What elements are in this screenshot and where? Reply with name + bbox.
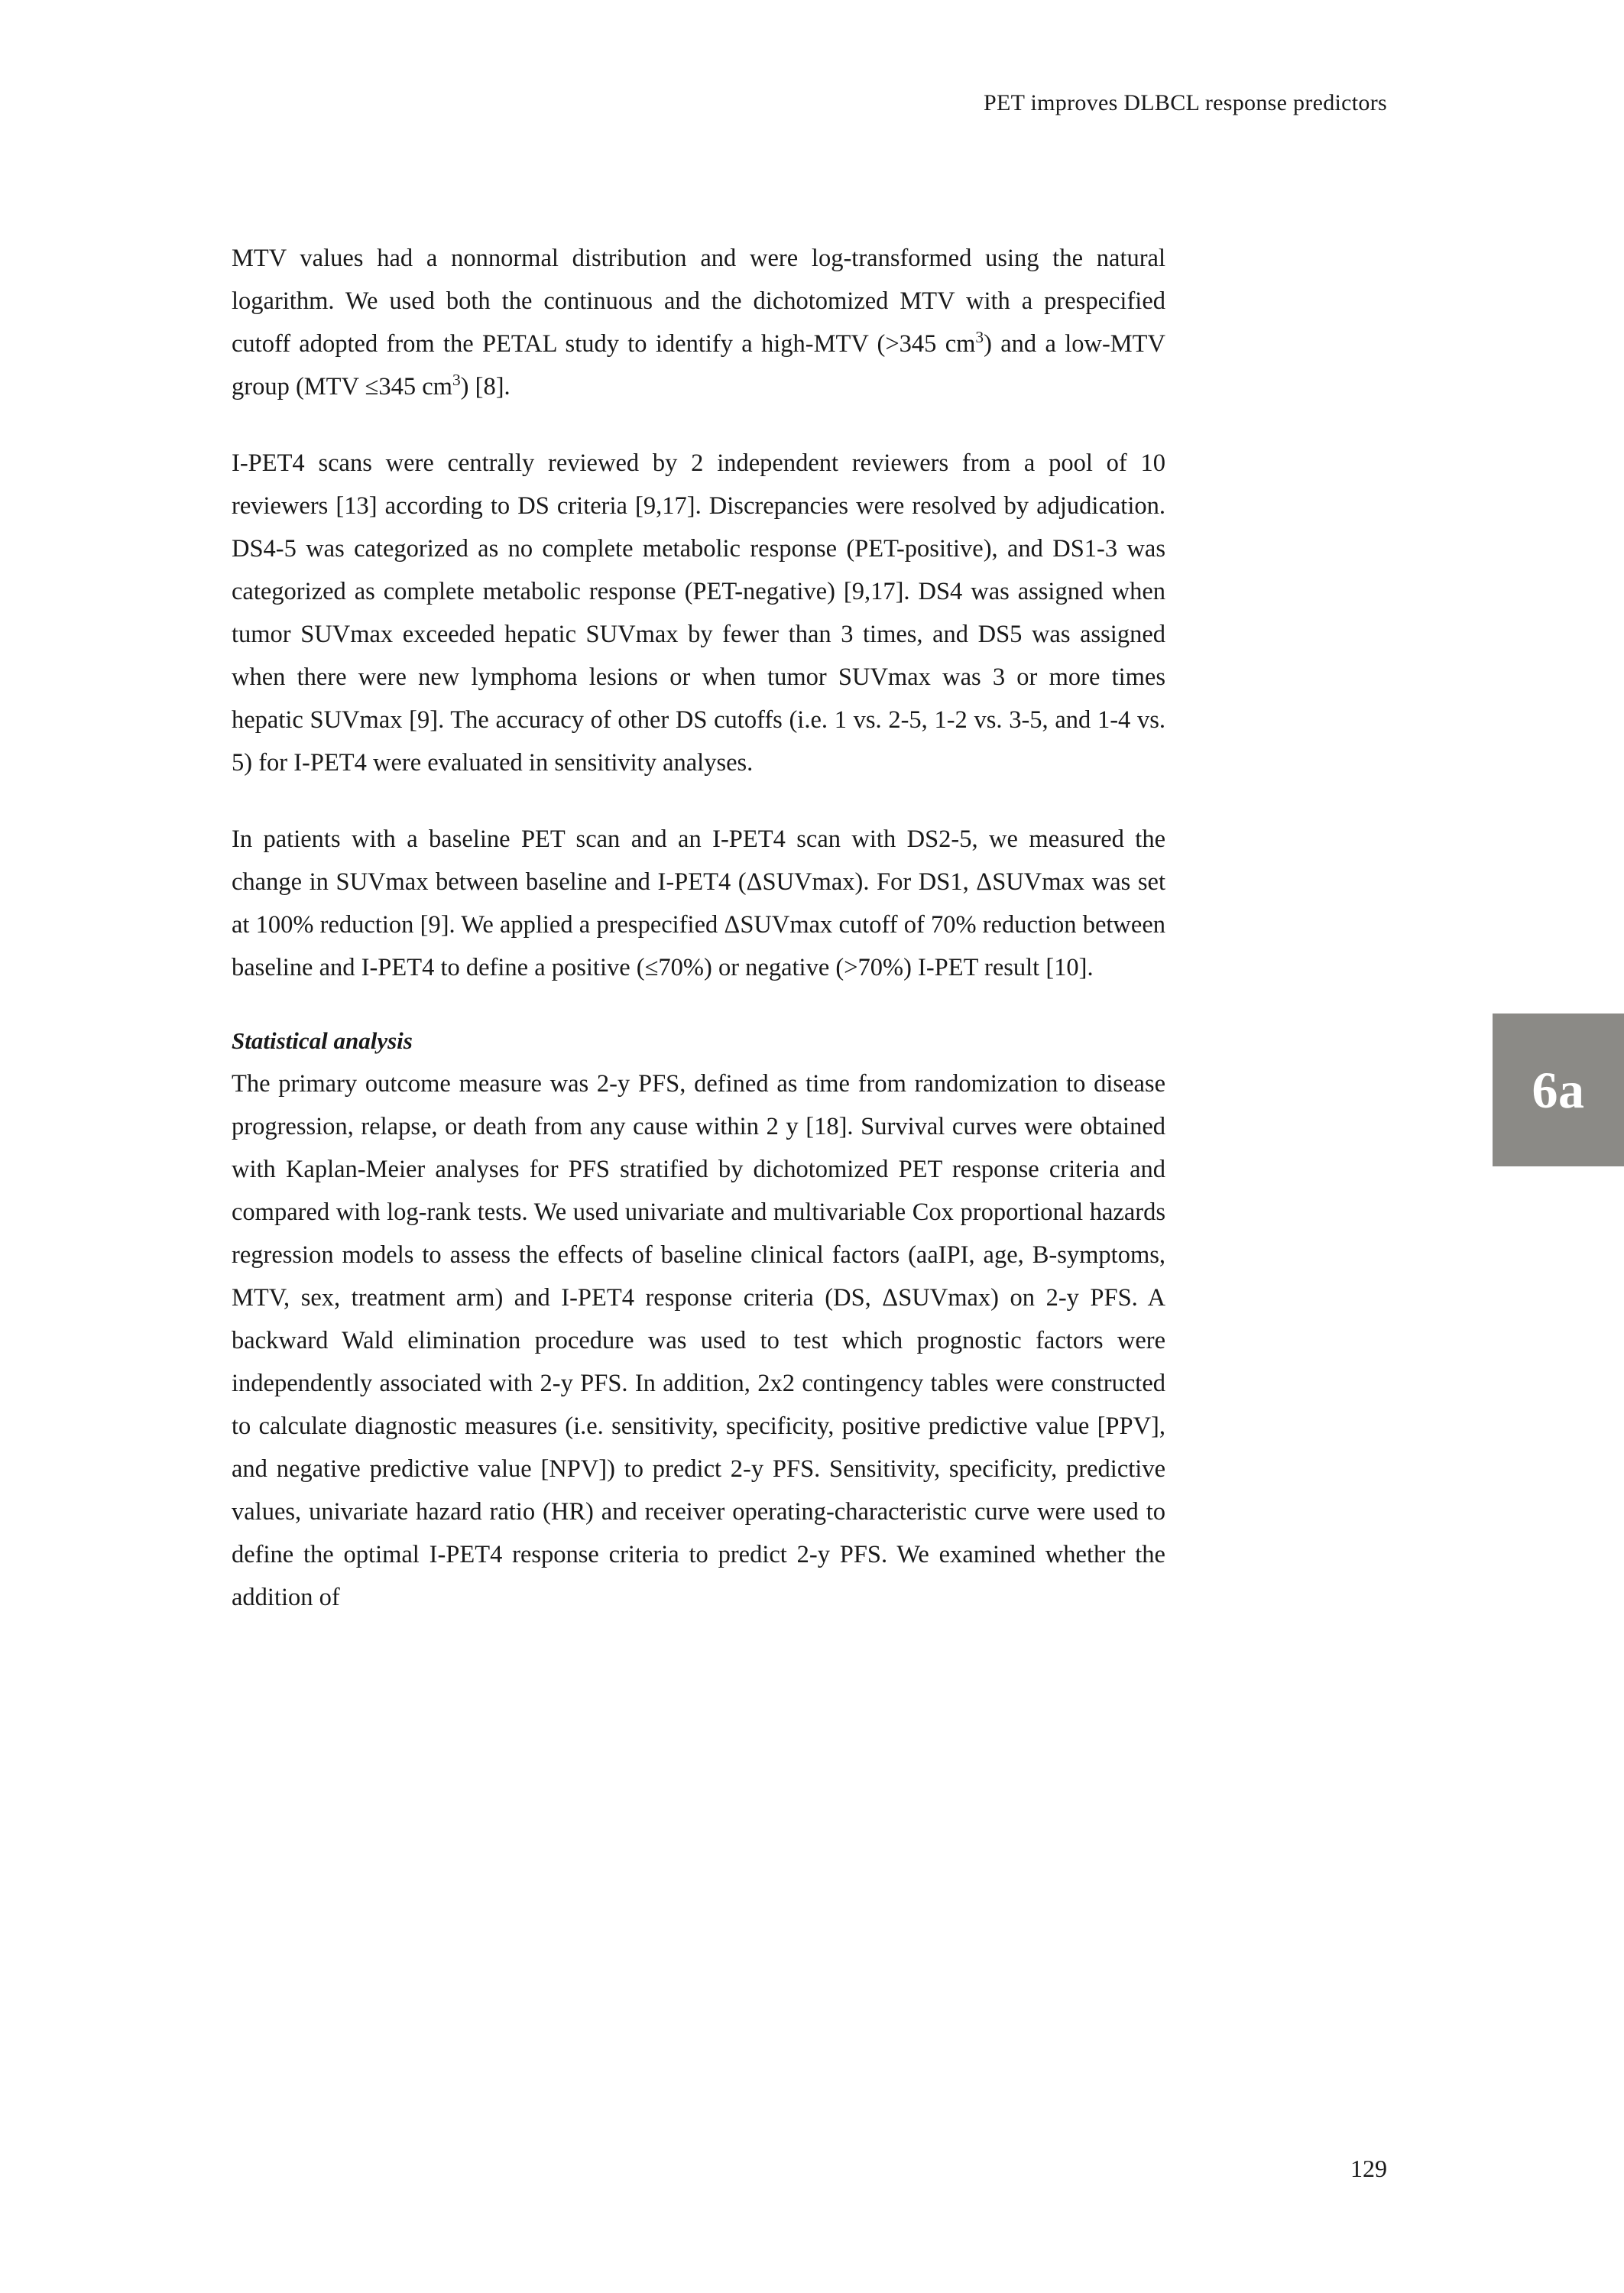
chapter-thumb-tab: 6a — [1493, 1014, 1624, 1166]
paragraph-ipet4-review: I-PET4 scans were centrally reviewed by 2 independent reviewers from a pool of 10 reviewers [13] according to DS criteria [9,17]. Discrepancies were resolved by adjudication. DS4-5 was categorized as no complete metabolic response (PET-positive), and DS1-3 was categorized as complete metabolic response (PET-negative) [9,17]. DS4 was assigned when tumor SUVmax exceeded hepatic SUVmax by fewer than 3 times, and DS5 was assigned when there were new lymphoma lesions or when tumor SUVmax was 3 or more times hepatic SUVmax [9]. The accuracy of other DS cutoffs (i.e. 1 vs. 2-5, 1-2 vs. 3-5, and 1-4 vs. 5) for I-PET4 were evaluated in sensitivity analyses. — [232, 449, 1165, 777]
page-number: 129 — [1350, 2155, 1387, 2182]
paragraph-statistical-analysis-body: The primary outcome measure was 2-y PFS, defined as time from randomization to disease progression, relapse, or death from any cause within 2 y [18]. Survival curves were obtained with Kaplan-Meier analyses for PFS stratified by dichotomized PET response criteria and compared with log-rank tests. We used univariate and multivariable Cox proportional hazards regression models to assess the effects of baseline clinical factors (aaIPI, age, B-symptoms, MTV, sex, treatment arm) and I-PET4 response criteria (DS, ΔSUVmax) on 2-y PFS. A backward Wald elimination procedure was used to test which prognostic factors were independently associated with 2-y PFS. In addition, 2x2 contingency tables were constructed to calculate diagnostic measures (i.e. sensitivity, specificity, positive predictive value [PPV], and negative predictive value [NPV]) to predict 2-y PFS. Sensitivity, specificity, predictive values, univariate hazard ratio (HR) and receiver operating-characteristic curve were used to define the optimal I-PET4 response criteria to predict 2-y PFS. We examined whether the addition of — [232, 1070, 1165, 1611]
section-heading-statistical-analysis: Statistical analysis — [232, 1027, 413, 1054]
body-text-column — [232, 237, 1165, 1619]
paragraph-suvmax-change: In patients with a baseline PET scan and an I-PET4 scan with DS2-5, we measured the change in SUVmax between baseline and I-PET4 (ΔSUVmax). For DS1, ΔSUVmax was set at 100% reduction [9]. We applied a prespecified ΔSUVmax cutoff of 70% reduction between baseline and I-PET4 to define a positive (≤70%) or negative (>70%) I-PET result [10]. — [232, 825, 1165, 981]
running-head: PET improves DLBCL response predictors — [984, 90, 1387, 115]
paragraph-mtv-distribution: MTV values had a nonnormal distribution and were log-transformed using the natural logarithm. We used both the continuous and the dichotomized MTV with a prespecified cutoff adopted from the PETAL study to identify a high-MTV (>345 $cm^3$) and a low-MTV group (MTV ≤345 $cm^3$) [8]. — [232, 245, 1165, 401]
